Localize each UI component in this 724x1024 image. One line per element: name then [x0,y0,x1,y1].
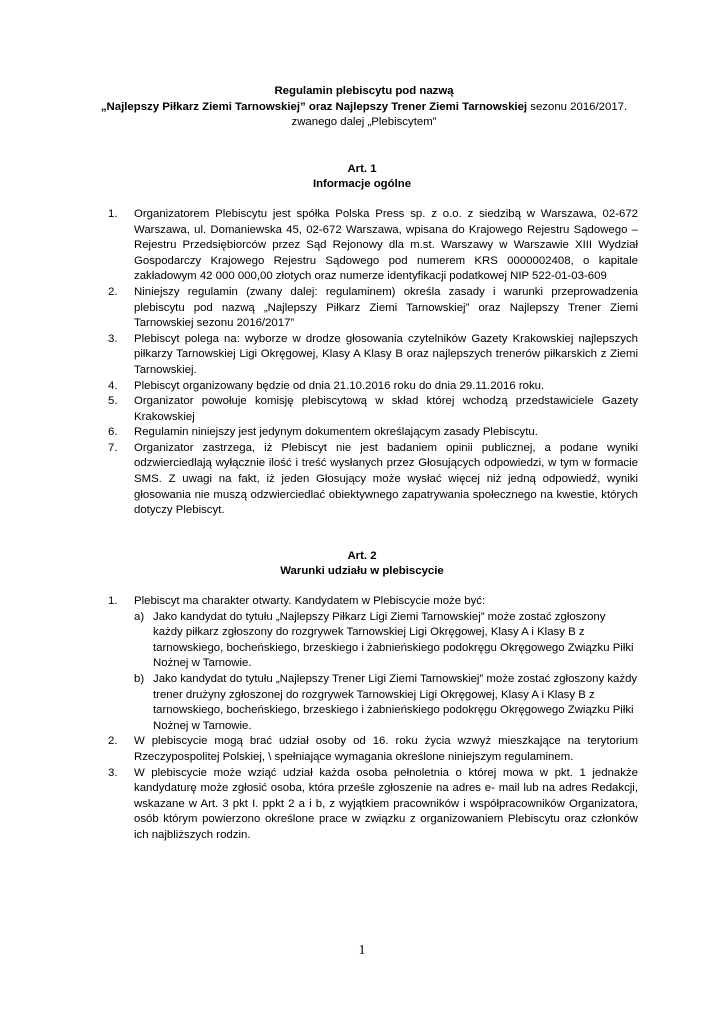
art1-item-2-text: Niniejszy regulamin (zwany dalej: regulaminem) określa zasady i warunki przeprowadzenia plebiscytu pod nazwą „Najlepszy Piłkarz Ziemi Tarnowskiej” oraz Najlepszy Trener Ziemi Tarnowskiej sezonu 2016/2017” [134,285,638,330]
art1-item-5-number: 5. [108,395,118,408]
art1-item-6-text: Regulamin niniejszy jest jedynym dokumentem określającym zasady Plebiscytu. [134,426,538,439]
art1-item-3-text: Plebiscyt polega na: wyborze w drodze głosowania czytelników Gazety Krakowskiej najlepszych piłkarzy Tarnowskiej Ligi Okręgowej, Klasy A Klasy B oraz najlepszych trenerów piłkarskich z Ziemi Tarnowskiej. [134,332,638,376]
art2-item-2-text: W plebiscycie mogą brać udział osoby od 16. roku życia wzwyż mieszkające na terytorium Rzeczypospolitej Polskiej, \ spełniające wymagania określone niniejszym regulaminem. [134,735,638,763]
art1-item-7-number: 7. [108,441,118,454]
art1-item-4 [108,379,638,395]
art2-item-1 [108,594,638,734]
art2-item-1-sub-b [134,672,638,734]
art2-item-1-sub-b-letter: b) [134,673,145,685]
art1-item-1-text: Organizatorem Plebiscytu jest spółka Polska Press sp. z o.o. z siedzibą w Warszawa, 02-672 Warszawa, ul. Domaniewska 45, 02-672 Warszawa, wpisana do Krajowego Rejestru Sądowego – Rejestru Przedsiębiorców przez Sąd Rejonowy dla m.st. Warszawy w Warszawie XIII Wydział Gospodarczy Krajowego Rejestru Sądowego pod numerem KRS 0000002408, o kapitale zakładowym 42 000 000,00 złotych oraz numerze identyfikacji podatkowej NIP 522-01-03-609 [134,207,638,283]
art2-number: Art. 2 [347,549,377,562]
document-subtitle [86,100,642,116]
document-title: Regulamin plebiscytu pod nazwą [274,85,454,97]
art2-item-3-number: 3. [108,766,118,779]
art1-item-7-text: Organizator zastrzega, iż Plebiscyt nie jest badaniem opinii publicznej, a podane wyniki odzwierciedlają wyłącznie ilość i treść wysłanych przez Głosujących odpowiedzi, w tym w formacie SMS. Z uwagi na fakt, iż jeden Głosujący może wysłać więcej niż jedną odpowiedź, wyniki głosowania nie muszą odzwierciedlać obiektywnego zapatrywania społecznego na kwestie, których dotyczy Plebiscyt. [134,441,638,517]
art1-item-1 [108,207,638,285]
art1-item-7 [108,441,638,519]
document-subtitle-bold: „Najlepszy Piłkarz Ziemi Tarnowskiej” oraz Najlepszy Trener Ziemi Tarnowskiej [100,100,528,113]
art1-number: Art. 1 [347,162,377,175]
art1-item-6-number: 6. [108,426,118,439]
art1-item-5-text: Organizator powołuje komisję plebiscytową w skład której wchodzą przedstawiciele Gazety Krakowskiej [134,395,638,423]
art1-item-4-text: Plebiscyt organizowany będzie od dnia 21.10.2016 roku do dnia 29.11.2016 roku. [134,379,545,392]
art2-heading [86,549,638,580]
art1-item-2 [108,285,638,332]
art1-item-3 [108,332,638,379]
art1-item-6 [108,425,638,441]
art2-item-1-text: Plebiscyt ma charakter otwarty. Kandydatem w Plebiscycie może być: [134,595,486,608]
document-subtitle-rest: sezonu 2016/2017. [527,100,628,113]
page-number: 1 [358,943,366,958]
art2-title: Warunki udziału w plebiscycie [280,565,444,578]
art2-item-2-number: 2. [108,735,118,748]
art1-item-3-number: 3. [108,332,118,345]
art2-item-1-sub-a [134,610,638,672]
art1-heading [86,162,638,193]
art1-item-2-number: 2. [108,285,118,298]
art1-item-1-number: 1. [108,207,118,220]
art1-item-4-number: 4. [108,379,118,392]
art2-item-1-sub-a-letter: a) [134,610,145,623]
art1-list [108,207,638,519]
art2-item-1-number: 1. [108,595,118,608]
art2-item-1-sublist [134,610,638,735]
art2-item-2 [108,734,638,765]
document-header [86,84,642,131]
art1-item-5 [108,394,638,425]
art1-title: Informacje ogólne [312,178,412,191]
art2-list [108,594,638,844]
art2-item-1-sub-b-text: Jako kandydat do tytułu „Najlepszy Trener Ligi Ziemi Tarnowskiej” może zostać zgłoszony każdy trener drużyny zgłoszonej do rozgrywek Tarnowskiej Ligi Okręgowej, Klasy A i Klasy B z tarnowskiego, bocheńskiego, brzeskiego i żabnieńskiego podokręgu Okręgowego Związku Piłki Nożnej w Tarnowie. [153,673,638,732]
art2-item-3-text: W plebiscycie może wziąć udział każda osoba pełnoletnia o której mowa w pkt. 1 jednakże kandydaturę może zgłosić osoba, która prześle zgłoszenie na adres e- mail lub na adres Redakcji, wskazane w Art. 3 pkt I. ppkt 2 a i b, z wyjątkiem pracowników i współpracowników Organizatora, osób którym powierzono określone prace w związku z organizowaniem Plebiscytu oraz członków ich najbliższych rodzin. [134,766,638,841]
art2-item-3 [108,766,638,844]
document-called: zwanego dalej „Plebiscytem” [291,116,437,129]
art2-item-1-sub-a-text: Jako kandydat do tytułu „Najlepszy Piłkarz Ligi Ziemi Tarnowskiej” może zostać zgłoszony każdy piłkarz zgłoszony do rozgrywek Tarnowskiej Ligi Okręgowej, Klasy A i Klasy B z tarnowskiego, bocheńskiego, brzeskiego i żabnieńskiego podokręgu Okręgowego Związku Piłki Nożnej w Tarnowie. [153,610,634,670]
